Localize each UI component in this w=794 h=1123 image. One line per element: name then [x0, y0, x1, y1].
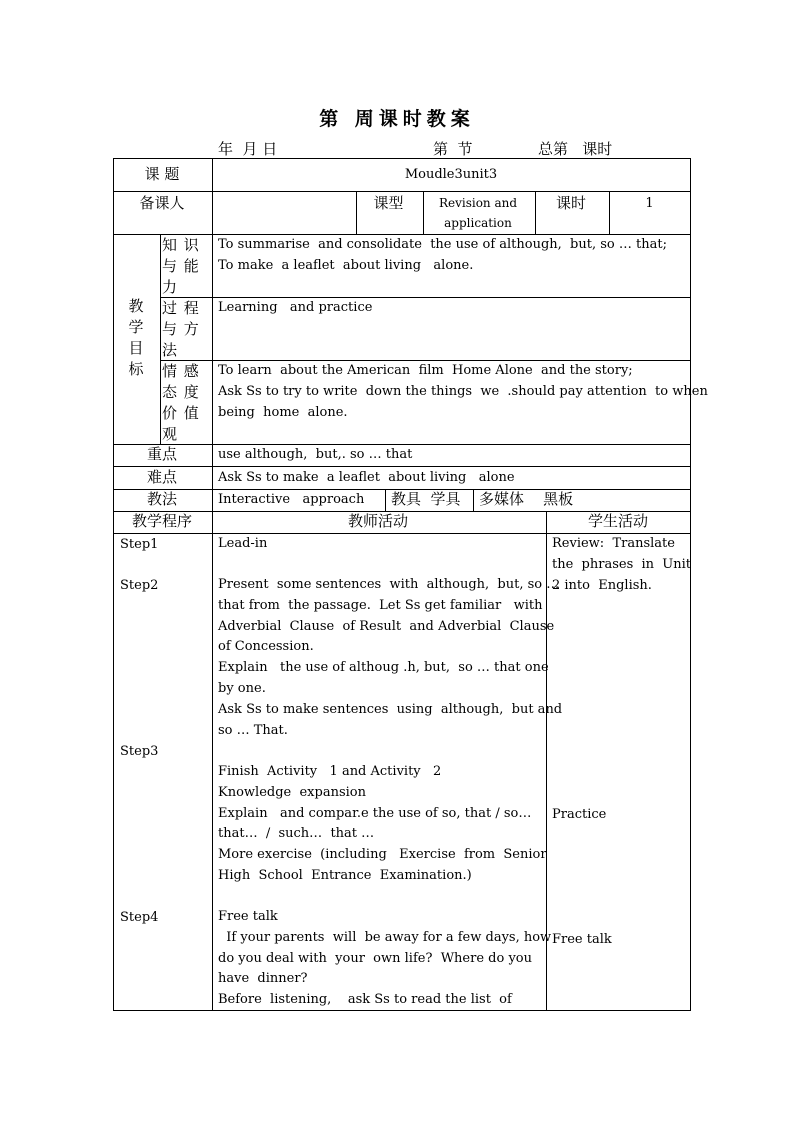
topic-value: Moudle3unit3 — [404, 167, 498, 182]
teacher-line: Knowledge expansion — [218, 784, 366, 800]
rule — [212, 159, 213, 1010]
process-text — [218, 298, 688, 319]
emotion-text — [218, 361, 708, 423]
objectives-label-char: 目 — [128, 339, 144, 357]
objectives-label-char: 教 — [128, 297, 144, 315]
teacher-line: Explain the use of althoug .h, but, so … that one — [218, 660, 549, 676]
topic-label: 课 题 — [144, 165, 180, 183]
process-label-line: 法 — [162, 341, 179, 359]
emotion-label-line: 观 — [162, 425, 179, 443]
rule — [473, 489, 474, 511]
lesson-type-label: 课型 — [373, 194, 404, 212]
rule — [160, 234, 161, 444]
lesson-type-value: Revision and application — [438, 196, 518, 230]
teacher-line: of Concession. — [218, 639, 314, 655]
objectives-label — [113, 296, 159, 380]
student-line: 2 into English. — [552, 577, 652, 593]
rule — [385, 489, 386, 511]
tools-label: 教具 学具 — [391, 490, 461, 508]
teacher-activity-step1 — [218, 534, 540, 555]
student-line: Review: Translate — [552, 536, 675, 551]
period-value: 1 — [645, 196, 654, 211]
student-activity-free-talk: Free talk — [552, 932, 612, 947]
difficult-point-value: Ask Ss to make a leaflet about living alone — [218, 470, 515, 485]
section-line: 第 节 — [433, 140, 473, 158]
total-periods-line: 总第 课时 — [538, 140, 613, 158]
objectives-label-char: 学 — [128, 318, 144, 336]
student-activity-review — [552, 534, 692, 596]
teacher-line: Ask Ss to make sentences using although, but and — [218, 701, 563, 717]
teacher-line: If your parents will be away for a few days, how — [218, 929, 552, 945]
knowledge-text — [218, 235, 688, 277]
page-title: 第 周课时教案 — [319, 108, 475, 130]
knowledge-line: To summarise and consolidate the use of although, but, so … that; — [218, 237, 667, 252]
step-label: Step1 — [120, 537, 159, 552]
process-line: Learning and practice — [218, 300, 373, 315]
teacher-activity-step3 — [218, 762, 547, 887]
knowledge-label-line: 与 能 — [162, 257, 200, 275]
date-line: 年 月 日 — [218, 140, 278, 158]
objectives-label-char: 标 — [128, 360, 144, 378]
teacher-line: that… / such… that … — [218, 826, 375, 842]
difficult-point-label: 难点 — [146, 468, 177, 486]
teacher-line: do you deal with your own life? Where do you — [218, 950, 532, 966]
teacher-line: have dinner? — [218, 971, 308, 987]
emotion-label — [162, 361, 208, 445]
preparer-label: 备课人 — [139, 194, 185, 212]
process-label-line: 与 方 — [162, 320, 200, 338]
teacher-activity-step4 — [218, 907, 552, 1011]
teacher-line: that from the passage. Let Ss get familiar with — [218, 597, 543, 613]
teacher-line: so … That. — [218, 722, 288, 738]
step-label: Step4 — [120, 910, 159, 925]
student-activity-header: 学生活动 — [587, 512, 648, 530]
teacher-line: by one. — [218, 680, 266, 696]
teacher-line: Free talk — [218, 909, 278, 924]
period-label: 课时 — [555, 194, 586, 212]
knowledge-label — [162, 235, 208, 298]
emotion-label-line: 态 度 — [162, 383, 200, 401]
method-label: 教法 — [146, 490, 177, 508]
student-line: the phrases in Unit — [552, 556, 692, 572]
teacher-line: Before listening, ask Ss to read the list of — [218, 992, 512, 1008]
knowledge-line: To make a leaflet about living alone. — [218, 257, 474, 273]
teacher-activity-step2 — [218, 575, 563, 741]
step-label: Step3 — [120, 744, 159, 759]
emotion-label-line: 情 感 — [162, 362, 200, 380]
rule — [114, 191, 690, 192]
teacher-activity-header: 教师活动 — [347, 512, 408, 530]
knowledge-label-line: 知 识 — [162, 236, 200, 254]
key-point-value: use although, but,. so … that — [218, 447, 413, 462]
teacher-line: Explain and compar.e the use of so, that / so… — [218, 805, 532, 821]
teacher-line: Adverbial Clause of Result and Adverbial Clause — [218, 618, 555, 634]
procedure-header: 教学程序 — [131, 512, 192, 530]
emotion-label-line: 价 值 — [162, 404, 200, 422]
tools-value: 多媒体 黑板 — [479, 490, 574, 508]
teacher-line: More exercise (including Exercise from Senior — [218, 847, 547, 863]
teacher-line: High School Entrance Examination.) — [218, 867, 472, 883]
emotion-line: being home alone. — [218, 404, 348, 420]
process-label — [162, 298, 208, 361]
knowledge-label-line: 力 — [162, 278, 179, 296]
teacher-line: Present some sentences with although, but, so … — [218, 577, 560, 592]
process-label-line: 过 程 — [162, 299, 200, 317]
step-label: Step2 — [120, 578, 159, 593]
method-value: Interactive approach — [218, 492, 365, 507]
student-activity-practice: Practice — [552, 807, 607, 822]
key-point-label: 重点 — [146, 445, 177, 463]
emotion-line: To learn about the American film Home Alone and the story; — [218, 363, 633, 378]
teacher-line: Finish Activity 1 and Activity 2 — [218, 764, 442, 779]
emotion-line: Ask Ss to try to write down the things we .should pay attention to when — [218, 383, 708, 399]
teacher-line: Lead-in — [218, 536, 268, 551]
